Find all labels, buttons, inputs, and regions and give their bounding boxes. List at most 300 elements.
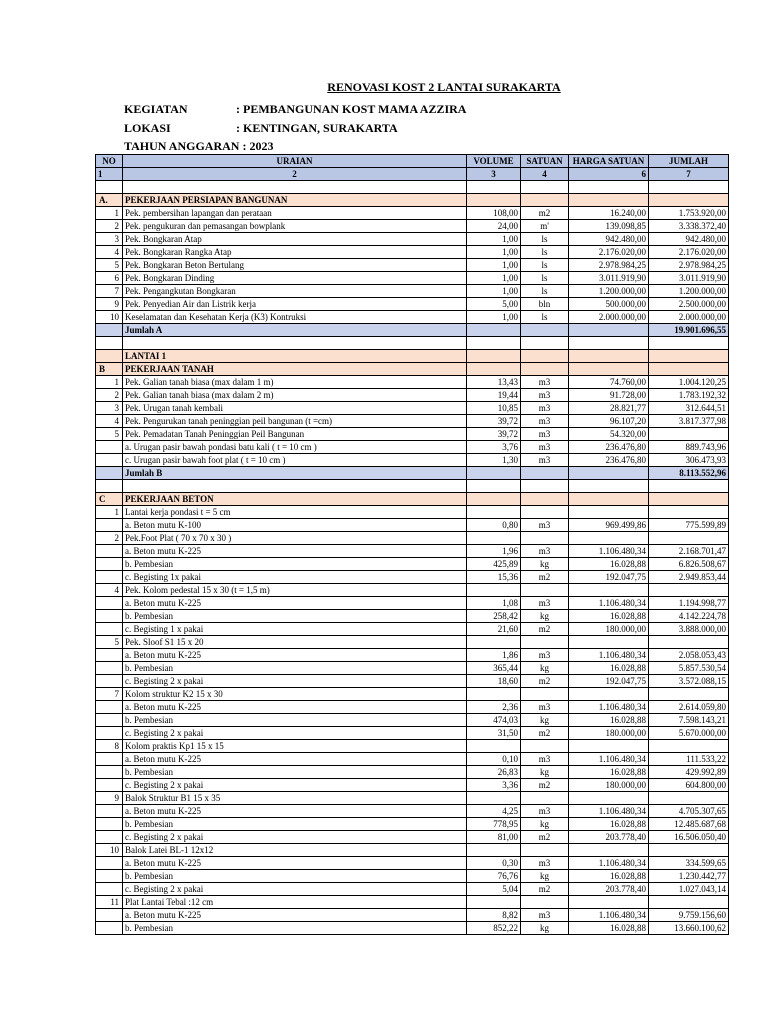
cell-satuan: kg	[521, 610, 569, 623]
table-row	[96, 909, 729, 922]
cell-jumlah: 2.614.059,80	[649, 701, 729, 714]
cell-volume	[467, 532, 521, 545]
cell-jumlah: 1.753.920,00	[649, 207, 729, 220]
cell-uraian: a. Beton mutu K-225	[123, 701, 467, 714]
rab-table	[95, 154, 729, 935]
table-row	[96, 207, 729, 220]
cell-satuan: m3	[521, 402, 569, 415]
cell-harga-satuan	[569, 844, 649, 857]
cell-satuan: m3	[521, 909, 569, 922]
cell-jumlah: 3.572.088,15	[649, 675, 729, 688]
cell-harga-satuan: 969.499,86	[569, 519, 649, 532]
cell-satuan: m3	[521, 701, 569, 714]
cell-volume	[467, 324, 521, 337]
cell-no	[96, 779, 123, 792]
cell-volume: 258,42	[467, 610, 521, 623]
cell-uraian: c. Begisting 2 x pakai	[123, 779, 467, 792]
cell-no: 4	[96, 415, 123, 428]
table-row	[96, 753, 729, 766]
header-volume: VOLUME	[467, 155, 521, 168]
cell-no: 10	[96, 844, 123, 857]
cell-uraian: a. Beton mutu K-225	[123, 649, 467, 662]
cell-satuan: ls	[521, 246, 569, 259]
cell-volume: 81,00	[467, 831, 521, 844]
cell-volume: 1,00	[467, 285, 521, 298]
table-row	[96, 194, 729, 207]
cell-volume: 1,00	[467, 259, 521, 272]
table-row	[96, 870, 729, 883]
table-row	[96, 402, 729, 415]
cell-jumlah: 942.480,00	[649, 233, 729, 246]
cell-satuan: ls	[521, 259, 569, 272]
cell-harga-satuan: 16.028,88	[569, 818, 649, 831]
cell-volume: 474,03	[467, 714, 521, 727]
cell-harga-satuan: 2.176.020,00	[569, 246, 649, 259]
cell-satuan	[521, 636, 569, 649]
cell-jumlah: 306.473,93	[649, 454, 729, 467]
table-row	[96, 415, 729, 428]
cell-uraian: b. Pembesian	[123, 558, 467, 571]
cell-volume: 26,83	[467, 766, 521, 779]
cell-volume: 5,04	[467, 883, 521, 896]
cell-volume	[467, 363, 521, 376]
cell-satuan: m3	[521, 454, 569, 467]
table-row	[96, 532, 729, 545]
cell-jumlah: 3.888.000,00	[649, 623, 729, 636]
colnum-7: 7	[649, 168, 729, 181]
cell-volume: 1,00	[467, 246, 521, 259]
cell-no	[96, 701, 123, 714]
cell-volume: 24,00	[467, 220, 521, 233]
colnum-4: 4	[521, 168, 569, 181]
table-row	[96, 883, 729, 896]
table-row	[96, 896, 729, 909]
table-row	[96, 311, 729, 324]
empty-cell	[569, 337, 649, 350]
cell-no	[96, 870, 123, 883]
cell-uraian: Pek. Pengangkutan Bongkaran	[123, 285, 467, 298]
cell-harga-satuan	[569, 350, 649, 363]
table-row	[96, 441, 729, 454]
cell-harga-satuan	[569, 688, 649, 701]
cell-satuan: m3	[521, 428, 569, 441]
cell-uraian: a. Beton mutu K-225	[123, 805, 467, 818]
cell-no	[96, 545, 123, 558]
cell-volume: 13,43	[467, 376, 521, 389]
cell-satuan: m2	[521, 883, 569, 896]
cell-jumlah: 7.598.143,21	[649, 714, 729, 727]
cell-harga-satuan: 203.778,40	[569, 883, 649, 896]
cell-jumlah	[649, 493, 729, 506]
table-row	[96, 545, 729, 558]
cell-volume: 76,76	[467, 870, 521, 883]
cell-no: 1	[96, 207, 123, 220]
cell-harga-satuan: 180.000,00	[569, 623, 649, 636]
cell-jumlah: 13.660.100,62	[649, 922, 729, 935]
cell-jumlah	[649, 350, 729, 363]
cell-harga-satuan: 54.320,00	[569, 428, 649, 441]
cell-jumlah: 2.949.853,44	[649, 571, 729, 584]
table-row	[96, 363, 729, 376]
cell-uraian: b. Pembesian	[123, 818, 467, 831]
cell-no: 1	[96, 506, 123, 519]
table-row	[96, 779, 729, 792]
table-header-row	[96, 155, 729, 168]
header-jumlah: JUMLAH	[649, 155, 729, 168]
cell-uraian: Pek. Pengurukan tanah peninggian peil bangunan (t =cm)	[123, 415, 467, 428]
cell-jumlah: 8.113.552,96	[649, 467, 729, 480]
table-row	[96, 831, 729, 844]
cell-satuan: m2	[521, 571, 569, 584]
cell-no: 8	[96, 740, 123, 753]
cell-no: C	[96, 493, 123, 506]
cell-uraian: Pek. Kolom pedestal 15 x 30 (t = 1,5 m)	[123, 584, 467, 597]
table-row	[96, 337, 729, 350]
cell-jumlah: 1.027.043,14	[649, 883, 729, 896]
cell-no: 1	[96, 376, 123, 389]
cell-harga-satuan	[569, 506, 649, 519]
cell-no	[96, 454, 123, 467]
cell-no	[96, 831, 123, 844]
cell-harga-satuan: 192.047,75	[569, 571, 649, 584]
cell-no: 4	[96, 584, 123, 597]
cell-volume	[467, 584, 521, 597]
cell-uraian: Pek. Bongkaran Atap	[123, 233, 467, 246]
cell-no: 2	[96, 389, 123, 402]
cell-no: 2	[96, 532, 123, 545]
table-row	[96, 519, 729, 532]
cell-no	[96, 350, 123, 363]
cell-satuan: ls	[521, 311, 569, 324]
cell-volume: 1,00	[467, 311, 521, 324]
header-no: NO	[96, 155, 123, 168]
cell-no	[96, 766, 123, 779]
cell-uraian: a. Beton mutu K-225	[123, 909, 467, 922]
cell-no	[96, 597, 123, 610]
cell-harga-satuan: 180.000,00	[569, 727, 649, 740]
cell-uraian: Pek. Galian tanah biasa (max dalam 1 m)	[123, 376, 467, 389]
cell-harga-satuan	[569, 636, 649, 649]
cell-volume: 4,25	[467, 805, 521, 818]
cell-jumlah: 2.168.701,47	[649, 545, 729, 558]
cell-volume: 39,72	[467, 428, 521, 441]
cell-no	[96, 753, 123, 766]
cell-harga-satuan: 3.011.919,90	[569, 272, 649, 285]
cell-satuan	[521, 493, 569, 506]
cell-harga-satuan	[569, 467, 649, 480]
cell-volume: 778,95	[467, 818, 521, 831]
cell-satuan: m2	[521, 727, 569, 740]
cell-no	[96, 922, 123, 935]
cell-no: A.	[96, 194, 123, 207]
cell-jumlah: 1.783.192,32	[649, 389, 729, 402]
lokasi-label: LOKASI	[124, 121, 171, 135]
document-title: RENOVASI KOST 2 LANTAI SURAKARTA	[327, 80, 561, 94]
cell-volume: 3,36	[467, 779, 521, 792]
cell-uraian: a. Urugan pasir bawah pondasi batu kali ( t = 10 cm )	[123, 441, 467, 454]
empty-cell	[569, 181, 649, 194]
cell-volume: 1,96	[467, 545, 521, 558]
cell-volume: 1,00	[467, 272, 521, 285]
table-row	[96, 506, 729, 519]
cell-uraian: b. Pembesian	[123, 610, 467, 623]
cell-no	[96, 324, 123, 337]
cell-uraian: Pek. Bongkaran Rangka Atap	[123, 246, 467, 259]
table-row	[96, 701, 729, 714]
cell-satuan	[521, 467, 569, 480]
table-row	[96, 805, 729, 818]
cell-no	[96, 467, 123, 480]
table-row	[96, 376, 729, 389]
cell-harga-satuan	[569, 896, 649, 909]
empty-cell	[96, 181, 123, 194]
cell-harga-satuan: 16.028,88	[569, 714, 649, 727]
cell-uraian: b. Pembesian	[123, 766, 467, 779]
cell-harga-satuan: 2.978.984,25	[569, 259, 649, 272]
cell-satuan: kg	[521, 922, 569, 935]
cell-uraian: b. Pembesian	[123, 870, 467, 883]
cell-volume	[467, 740, 521, 753]
cell-no: 9	[96, 298, 123, 311]
cell-satuan: kg	[521, 662, 569, 675]
cell-jumlah	[649, 844, 729, 857]
cell-harga-satuan: 96.107,20	[569, 415, 649, 428]
cell-jumlah	[649, 792, 729, 805]
cell-harga-satuan: 16.028,88	[569, 766, 649, 779]
cell-harga-satuan: 1.106.480,34	[569, 649, 649, 662]
cell-harga-satuan: 236.476,80	[569, 441, 649, 454]
cell-satuan: bln	[521, 298, 569, 311]
cell-no	[96, 571, 123, 584]
cell-jumlah	[649, 636, 729, 649]
cell-volume: 10,85	[467, 402, 521, 415]
cell-no	[96, 883, 123, 896]
cell-uraian: Lantai kerja pondasi t = 5 cm	[123, 506, 467, 519]
cell-jumlah: 2.176.020,00	[649, 246, 729, 259]
cell-volume: 21,60	[467, 623, 521, 636]
table-row	[96, 623, 729, 636]
cell-uraian: a. Beton mutu K-100	[123, 519, 467, 532]
cell-no: 10	[96, 311, 123, 324]
cell-no	[96, 662, 123, 675]
empty-cell	[649, 480, 729, 493]
cell-satuan: m3	[521, 519, 569, 532]
cell-satuan	[521, 584, 569, 597]
cell-satuan	[521, 844, 569, 857]
cell-no: 7	[96, 688, 123, 701]
cell-satuan: m3	[521, 753, 569, 766]
cell-harga-satuan: 1.106.480,34	[569, 857, 649, 870]
cell-satuan: m3	[521, 649, 569, 662]
cell-no: 3	[96, 233, 123, 246]
table-row	[96, 688, 729, 701]
cell-satuan	[521, 194, 569, 207]
table-row	[96, 298, 729, 311]
cell-satuan: m3	[521, 389, 569, 402]
table-row	[96, 428, 729, 441]
cell-no: 5	[96, 259, 123, 272]
kegiatan-label: KEGIATAN	[124, 102, 188, 116]
cell-volume: 0,80	[467, 519, 521, 532]
cell-harga-satuan: 139.098,85	[569, 220, 649, 233]
cell-satuan	[521, 792, 569, 805]
table-column-number-row	[96, 168, 729, 181]
empty-cell	[521, 337, 569, 350]
table-row	[96, 844, 729, 857]
cell-uraian: Pek.Foot Plat ( 70 x 70 x 30 )	[123, 532, 467, 545]
cell-satuan: m2	[521, 779, 569, 792]
cell-jumlah: 1.230.442,77	[649, 870, 729, 883]
cell-volume: 8,82	[467, 909, 521, 922]
cell-uraian: Pek. Sloof S1 15 x 20	[123, 636, 467, 649]
cell-uraian: Pek. Bongkaran Beton Bertulang	[123, 259, 467, 272]
kegiatan-line	[124, 102, 466, 117]
cell-jumlah: 4.705.307,65	[649, 805, 729, 818]
table-row	[96, 259, 729, 272]
cell-harga-satuan: 16.028,88	[569, 662, 649, 675]
cell-harga-satuan: 1.200.000,00	[569, 285, 649, 298]
cell-uraian: a. Beton mutu K-225	[123, 857, 467, 870]
cell-jumlah: 6.826.508,67	[649, 558, 729, 571]
cell-volume: 852,22	[467, 922, 521, 935]
cell-volume	[467, 896, 521, 909]
cell-no	[96, 610, 123, 623]
cell-satuan: kg	[521, 818, 569, 831]
cell-uraian: c. Begisting 2 x pakai	[123, 883, 467, 896]
cell-volume	[467, 194, 521, 207]
cell-jumlah: 2.000.000,00	[649, 311, 729, 324]
cell-uraian: b. Pembesian	[123, 662, 467, 675]
cell-satuan	[521, 363, 569, 376]
cell-uraian: c. Begisting 2 x pakai	[123, 831, 467, 844]
cell-volume	[467, 467, 521, 480]
cell-harga-satuan	[569, 363, 649, 376]
cell-satuan: m3	[521, 597, 569, 610]
cell-no	[96, 675, 123, 688]
cell-volume: 365,44	[467, 662, 521, 675]
cell-uraian: Pek. Galian tanah biasa (max dalam 2 m)	[123, 389, 467, 402]
cell-satuan: m3	[521, 857, 569, 870]
cell-no	[96, 558, 123, 571]
cell-jumlah: 2.058.053,43	[649, 649, 729, 662]
table-row	[96, 233, 729, 246]
kegiatan-value: : PEMBANGUNAN KOST MAMA AZZIRA	[236, 102, 467, 116]
cell-satuan: m3	[521, 545, 569, 558]
cell-uraian: PEKERJAAN TANAH	[123, 363, 467, 376]
empty-cell	[467, 480, 521, 493]
empty-cell	[123, 181, 467, 194]
cell-no: 2	[96, 220, 123, 233]
cell-satuan: m3	[521, 441, 569, 454]
cell-volume	[467, 493, 521, 506]
cell-volume: 0,10	[467, 753, 521, 766]
table-row	[96, 649, 729, 662]
cell-uraian: c. Begisting 2 x pakai	[123, 727, 467, 740]
cell-jumlah	[649, 532, 729, 545]
cell-jumlah: 2.500.000,00	[649, 298, 729, 311]
table-row	[96, 857, 729, 870]
cell-jumlah: 5.670.000,00	[649, 727, 729, 740]
cell-harga-satuan: 16.240,00	[569, 207, 649, 220]
cell-harga-satuan	[569, 740, 649, 753]
colnum-1: 1	[96, 168, 123, 181]
cell-harga-satuan: 16.028,88	[569, 922, 649, 935]
empty-cell	[123, 480, 467, 493]
cell-harga-satuan: 2.000.000,00	[569, 311, 649, 324]
table-row	[96, 597, 729, 610]
cell-volume	[467, 350, 521, 363]
cell-satuan	[521, 506, 569, 519]
cell-volume: 15,36	[467, 571, 521, 584]
table-row	[96, 584, 729, 597]
cell-jumlah	[649, 194, 729, 207]
cell-uraian: Pek. pengukuran dan pemasangan bowplank	[123, 220, 467, 233]
cell-uraian: b. Pembesian	[123, 922, 467, 935]
cell-harga-satuan	[569, 792, 649, 805]
cell-uraian: Keselamatan dan Kesehatan Kerja (K3) Kontruksi	[123, 311, 467, 324]
cell-volume	[467, 844, 521, 857]
table-row	[96, 610, 729, 623]
table-row	[96, 480, 729, 493]
cell-jumlah: 16.506.050,40	[649, 831, 729, 844]
colnum-6: 6	[569, 168, 649, 181]
table-row	[96, 324, 729, 337]
cell-jumlah	[649, 584, 729, 597]
header-uraian: URAIAN	[123, 155, 467, 168]
cell-no	[96, 519, 123, 532]
table-row	[96, 246, 729, 259]
cell-volume	[467, 688, 521, 701]
colnum-3: 3	[467, 168, 521, 181]
lokasi-value: : KENTINGAN, SURAKARTA	[236, 121, 398, 135]
cell-volume	[467, 636, 521, 649]
cell-harga-satuan: 28.821,77	[569, 402, 649, 415]
cell-uraian: Jumlah A	[123, 324, 467, 337]
empty-cell	[123, 337, 467, 350]
cell-no	[96, 714, 123, 727]
table-row	[96, 558, 729, 571]
cell-uraian: PEKERJAAN BETON	[123, 493, 467, 506]
cell-no	[96, 441, 123, 454]
cell-jumlah: 111.533,22	[649, 753, 729, 766]
cell-harga-satuan: 1.106.480,34	[569, 701, 649, 714]
cell-satuan: m2	[521, 831, 569, 844]
cell-jumlah: 1.200.000,00	[649, 285, 729, 298]
cell-volume: 425,89	[467, 558, 521, 571]
table-row	[96, 389, 729, 402]
cell-uraian: PEKERJAAN PERSIAPAN BANGUNAN	[123, 194, 467, 207]
cell-uraian: Jumlah B	[123, 467, 467, 480]
table-row	[96, 740, 729, 753]
cell-satuan: m2	[521, 623, 569, 636]
cell-jumlah: 12.485.687,68	[649, 818, 729, 831]
cell-uraian: b. Pembesian	[123, 714, 467, 727]
cell-jumlah: 775.599,89	[649, 519, 729, 532]
cell-uraian: c. Begisting 1x pakai	[123, 571, 467, 584]
header-satuan: SATUAN	[521, 155, 569, 168]
table-row	[96, 636, 729, 649]
cell-uraian: Plat Lantai Tebal :12 cm	[123, 896, 467, 909]
table-row	[96, 714, 729, 727]
cell-uraian: Kolom struktur K2 15 x 30	[123, 688, 467, 701]
tahun-anggaran: TAHUN ANGGARAN : 2023	[124, 139, 274, 153]
cell-harga-satuan: 1.106.480,34	[569, 597, 649, 610]
cell-uraian: a. Beton mutu K-225	[123, 597, 467, 610]
cell-no: 3	[96, 402, 123, 415]
cell-harga-satuan: 1.106.480,34	[569, 753, 649, 766]
table-row	[96, 220, 729, 233]
cell-uraian: a. Beton mutu K-225	[123, 545, 467, 558]
